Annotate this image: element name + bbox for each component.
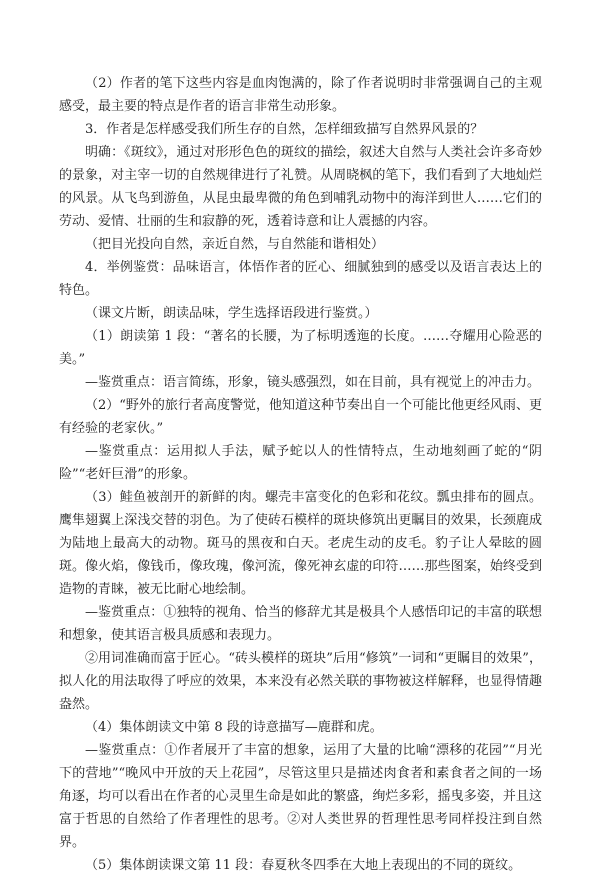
paragraph-reading-3: （3）鲑鱼被剖开的新鲜的肉。螺壳丰富变化的色彩和花纹。瓢虫排布的圆点。鹰隼翅翼上深浅交替的羽色。为了使砖石模样的斑块修筑出更瞩目的效果，长颈鹿成为陆地上最高大的动物。斑马的黑夜和白天。老虎生动的皮毛。豹子让人晕眩的圆斑。像火焰，像钱币，像玫瑰，像河流，像死神玄虚的印符……那些图案，始终受到造物的青睐，被无比耐心地绘制。 [59,490,542,597]
question-3-heading: 3．作者是怎样感受我们所生存的自然，怎样细致描写自然界风景的？ [85,122,484,137]
paragraph-appreciation-3b: ②用词准确而富于匠心。“砖头模样的斑块”后用“修筑”一词和“更瞩目的效果”，拟人化的用法取得了呼应的效果，本来没有必然关联的事物被这样解释，也显得情趣盎然。 [59,651,542,712]
paragraph-appreciation-4: —鉴赏重点：①作者展开了丰富的想象，运用了大量的比喻“漂移的花园”“月光下的营地”“晚风中开放的天上花园”，尽管这里只是描述肉食者和素食者之间的一场角逐，均可以看出在作者的心灵里生命是如此的繁盛，绚烂多彩，摇曳多姿，并且这富于哲思的自然给了作者理性的思考。②对人类世界的哲理性思考同样投注到自然界。 [59,743,542,850]
paragraph-language-vivid: （2）作者的笔下这些内容是血肉饱满的，除了作者说明时非常强调自己的主观感受，最主要的特点是作者的语言非常生动形象。 [59,76,542,114]
paragraph-reading-5: （5）集体朗读课文第 11 段：春夏秋冬四季在大地上表现出的不同的斑纹。 [85,858,522,873]
paragraph-appreciation-1: —鉴赏重点：语言简练，形象，镜头感强烈，如在目前，具有视觉上的冲击力。 [85,375,541,390]
paragraph-answer-stripes: 明确：《斑纹》，通过对形形色色的斑纹的描绘，叙述大自然与人类社会许多奇妙的景象，对主宰一切的自然规律进行了礼赞。从周晓枫的笔下，我们看到了大地灿烂的风景。从飞鸟到游鱼，从昆虫最卑微的角色到哺乳动物中的海洋到世人……它们的劳动、爱情、壮丽的生和寂静的死，透着诗意和让人震撼的内容。 [59,145,542,229]
paragraph-appreciation-3a: —鉴赏重点：①独特的视角、恰当的修辞尤其是极具个人感悟印记的丰富的联想和想象，使其语言极具质感和表现力。 [59,605,542,643]
paragraph-appreciation-2: —鉴赏重点：运用拟人手法，赋予蛇以人的性情特点，生动地刻画了蛇的“阴险”“老奸巨滑”的形象。 [59,444,542,482]
paragraph-reading-4: （4）集体朗读文中第 8 段的诗意描写—鹿群和虎。 [85,720,383,735]
paragraph-look-at-nature: （把目光投向自然，亲近自然，与自然能和谐相处） [85,237,385,252]
paragraph-reading-2: （2）“野外的旅行者高度警觉，他知道这种节奏出自一个可能比他更经风雨、更有经验的老家伙。” [59,398,542,436]
paragraph-class-instruction: （课文片断，朗读品味，学生选择语段进行鉴赏。） [85,306,378,321]
paragraph-reading-1: （1）朗读第 1 段：“著名的长腰，为了标明透迤的长度。……夺耀用心险恶的美。” [59,329,542,367]
document-body [59,72,542,877]
question-4-heading: 4．举例鉴赏：品味语言，体悟作者的匠心、细腻独到的感受以及语言表达上的特色。 [59,260,542,298]
